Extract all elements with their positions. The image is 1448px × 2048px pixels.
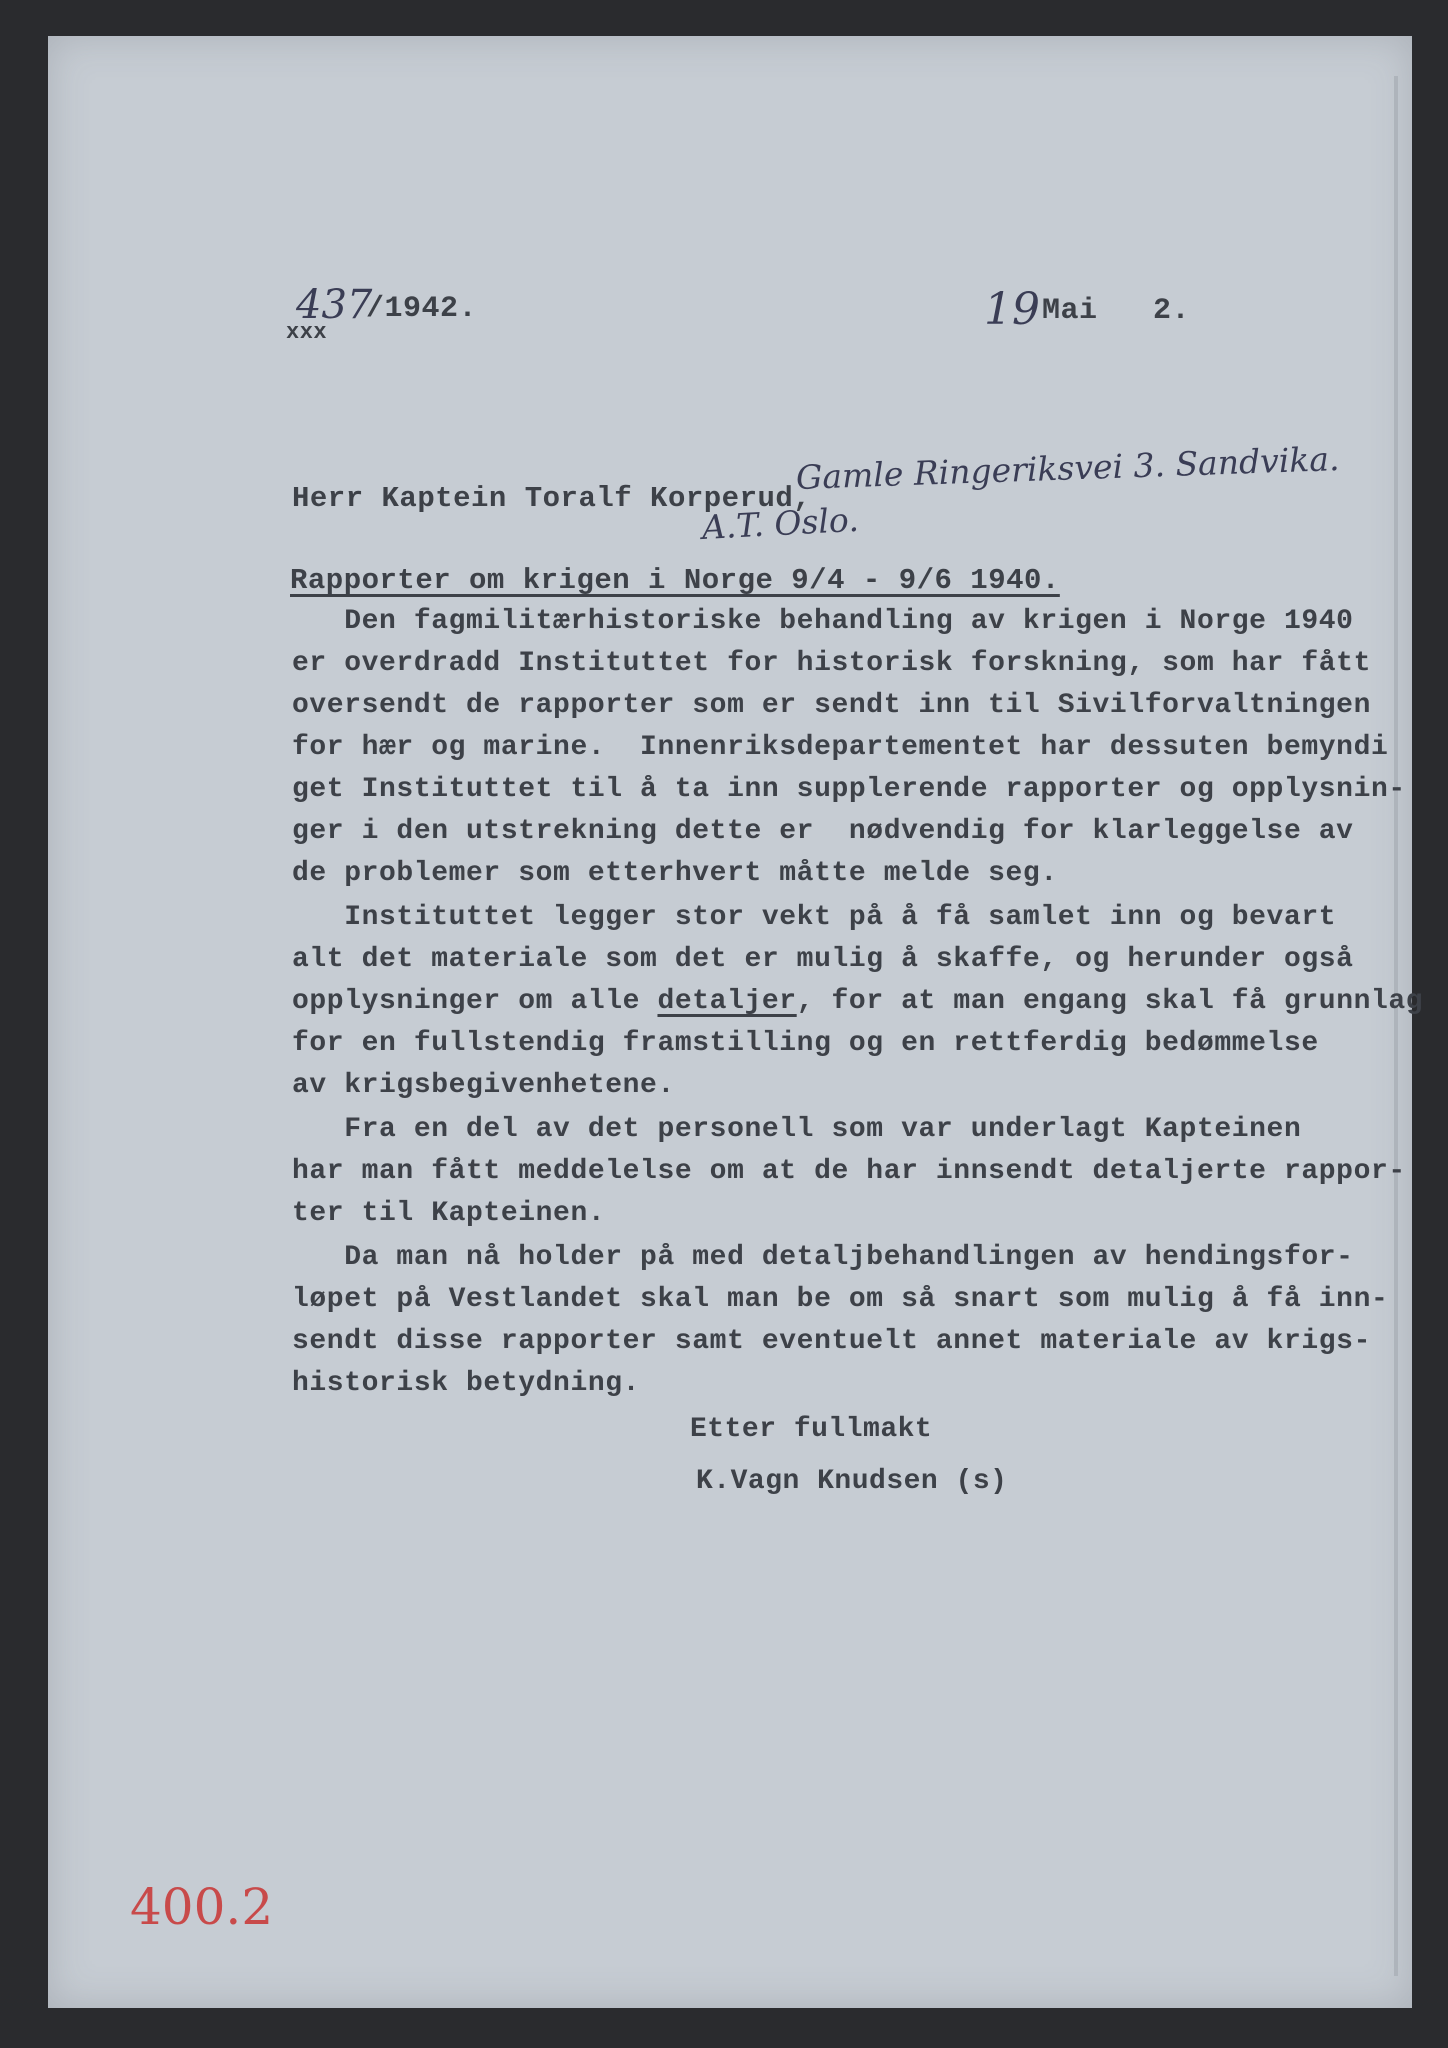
closing-authority: Etter fullmakt (690, 1414, 933, 1445)
body-line: har man fått meddelelse om at de har innsendt detaljerte rappor- (292, 1156, 1406, 1187)
date-typed: Mai 2. (1042, 294, 1191, 328)
body-line: ter til Kapteinen. (292, 1198, 606, 1229)
body-line: Da man nå holder på med detaljbehandlingen av hendingsfor- (292, 1242, 1354, 1273)
body-line: historisk betydning. (292, 1368, 641, 1399)
body-line: løpet på Vestlandet skal man be om så snart som mulig å få inn- (292, 1284, 1389, 1315)
date-day-handwritten: 19 (984, 284, 1040, 335)
body-line: er overdradd Instituttet for historisk forskning, som har fått (292, 648, 1371, 679)
reference-number-handwritten: 437 (296, 282, 373, 328)
addressee-name: Herr Kaptein Toralf Korperud, (292, 482, 812, 515)
body-line: Den fagmilitærhistoriske behandling av krigen i Norge 1940 (292, 606, 1354, 637)
body-line-start: opplysninger om alle (292, 986, 658, 1017)
body-line: for hær og marine. Innenriksdepartementet har dessuten bemyndi (292, 732, 1389, 763)
closing-signature: K.Vagn Knudsen (s) (696, 1466, 1008, 1497)
body-line: alt det materiale som det er mulig å skaffe, og herunder også (292, 944, 1354, 975)
addressee-address-handwritten: Gamle Ringeriksvei 3. Sandvika. (795, 439, 1341, 497)
body-line: oversendt de rapporter som er sendt inn til Sivilforvaltningen (292, 690, 1371, 721)
body-line: Fra en del av det personell som var underlagt Kapteinen (292, 1114, 1302, 1145)
body-line: de problemer som etterhvert måtte melde seg. (292, 858, 1058, 889)
underlined-word: detaljer (657, 986, 797, 1017)
body-line: av krigsbegivenhetene. (292, 1070, 675, 1101)
document-page (48, 36, 1412, 2008)
body-line: ger i den utstrekning dette er nødvendig for klarleggelse av (292, 816, 1354, 847)
body-line: for en fullstendig framstilling og en rettferdig bedømmelse (292, 1028, 1319, 1059)
reference-year: /1942. (366, 292, 478, 326)
paper-edge (1394, 76, 1398, 1976)
addressee-city-handwritten: A.T. Oslo. (700, 499, 860, 547)
body-line-end: , for at man engang skal få grunnlag (796, 986, 1424, 1017)
archive-mark-handwritten: 400.2 (130, 1878, 274, 1936)
body-line: sendt disse rapporter samt eventuelt annet materiale av krigs- (292, 1326, 1371, 1357)
reference-xxx: xxx (286, 320, 328, 345)
body-line: Instituttet legger stor vekt på å få samlet inn og bevart (292, 902, 1337, 933)
body-line: get Instituttet til å ta inn supplerende rapporter og opplysnin- (292, 774, 1406, 805)
body-line-with-emphasis (292, 986, 1423, 1017)
subject-line: Rapporter om krigen i Norge 9/4 - 9/6 1940. (290, 564, 1060, 597)
